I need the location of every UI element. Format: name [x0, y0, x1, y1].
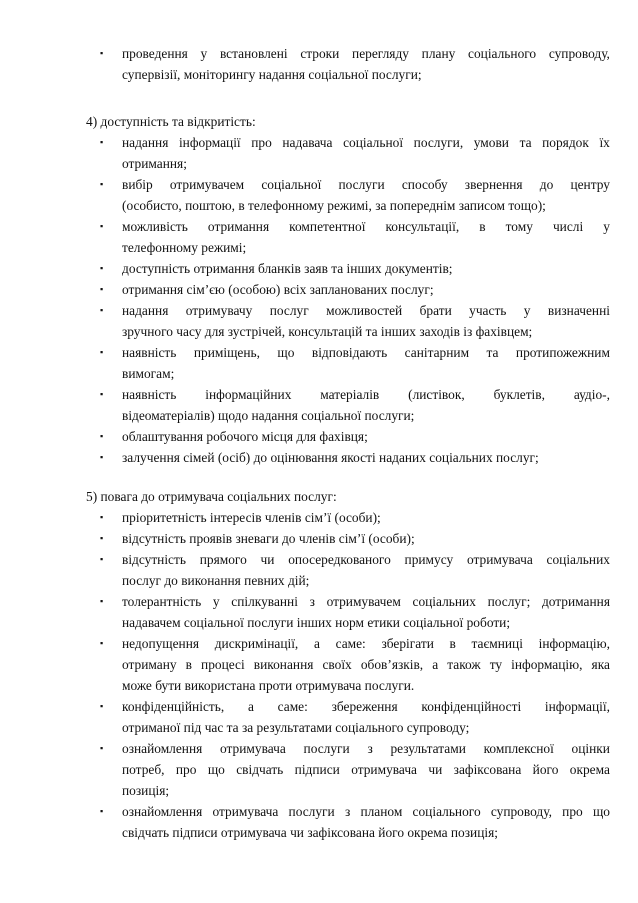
bullet-icon: ▪: [100, 596, 104, 606]
list-item: [100, 300, 610, 342]
item-line: вимогам;: [122, 366, 175, 381]
item-line: ознайомлення отримувача послуги з результатами комплексної оцінки: [122, 741, 610, 756]
item-line: отримання;: [122, 156, 187, 171]
list-item: [100, 258, 610, 279]
item-line: отримання сім’єю (особою) всіх запланованих послуг;: [122, 282, 434, 297]
item-line: ознайомлення отримувача послуги з планом соціального супроводу, про що: [122, 804, 610, 819]
bullet-icon: ▪: [100, 179, 104, 189]
item-line: недопущення дискримінації, а саме: зберігати в таємниці інформацію,: [122, 636, 610, 651]
list-item: [100, 633, 610, 696]
item-line: відеоматеріалів) щодо надання соціальної послуги;: [122, 408, 415, 423]
list-item: [100, 132, 610, 174]
list-item: [100, 591, 610, 633]
item-line: телефонному режимі;: [122, 240, 247, 255]
item-line: облаштування робочого місця для фахівця;: [122, 429, 368, 444]
bullet-icon: ▪: [100, 221, 104, 231]
item-line: конфіденційність, а саме: збереження конфіденційності інформації,: [122, 699, 610, 714]
item-line: (особисто, поштою, в телефонному режимі, за попереднім записом тощо);: [122, 198, 546, 213]
section-heading: 5) повага до отримувача соціальних послуг:: [86, 489, 337, 504]
item-line: свідчать підписи отримувача чи зафіксована його окрема позиція;: [122, 825, 498, 840]
item-line: наявність приміщень, що відповідають санітарним та протипожежним: [122, 345, 610, 360]
item-line: зручного часу для зустрічей, консультацій та інших заходів із фахівцем;: [122, 324, 533, 339]
list-item: [100, 801, 610, 843]
list-item: [100, 696, 610, 738]
item-line: доступність отримання бланків заяв та інших документів;: [122, 261, 453, 276]
list-item: [100, 549, 610, 591]
item-line: залучення сімей (осіб) до оцінювання якості наданих соціальних послуг;: [122, 450, 539, 465]
bullet-icon: ▪: [100, 305, 104, 315]
bullet-icon: ▪: [100, 284, 104, 294]
bullet-icon: ▪: [100, 452, 104, 462]
bullet-icon: ▪: [100, 638, 104, 648]
list-item: [100, 342, 610, 384]
list-item: [100, 43, 610, 85]
bullet-icon: ▪: [100, 431, 104, 441]
bullet-icon: ▪: [100, 137, 104, 147]
bullet-icon: ▪: [100, 743, 104, 753]
item-line: отриману в процесі виконання своїх обов’язків, а також ту інформацію, яка: [122, 657, 610, 672]
item-line: можливість отримання компетентної консультації, в тому числі у: [122, 219, 610, 234]
list-item: [100, 216, 610, 258]
bullet-icon: ▪: [100, 701, 104, 711]
bullet-icon: ▪: [100, 512, 104, 522]
list-item: [100, 738, 610, 801]
item-line: супервізії, моніторингу надання соціальної послуги;: [122, 67, 422, 82]
item-line: толерантність у спілкуванні з отримувачем соціальних послуг; дотримання: [122, 594, 610, 609]
item-line: позиція;: [122, 783, 170, 798]
list-item: [100, 507, 610, 528]
bullet-icon: ▪: [100, 263, 104, 273]
bullet-icon: ▪: [100, 48, 104, 58]
item-line: надавачем соціальної послуги інших норм етики соціальної роботи;: [122, 615, 511, 630]
bullet-icon: ▪: [100, 806, 104, 816]
item-line: надання отримувачу послуг можливостей брати участь у визначенні: [122, 303, 610, 318]
item-line: відсутність проявів зневаги до членів сім’ї (особи);: [122, 531, 415, 546]
item-line: послуг до виконання певних дій;: [122, 573, 310, 588]
list-item: [100, 528, 610, 549]
item-line: проведення у встановлені строки перегляду плану соціального супроводу,: [122, 46, 610, 61]
list-item: [100, 279, 610, 300]
item-line: отриманої під час та за результатами соціального супроводу;: [122, 720, 470, 735]
list-item: [100, 426, 610, 447]
item-line: може бути використана проти отримувача послуги.: [122, 678, 415, 693]
item-line: вибір отримувачем соціальної послуги способу звернення до центру: [122, 177, 610, 192]
item-line: відсутність прямого чи опосередкованого примусу отримувача соціальних: [122, 552, 610, 567]
list-item: [100, 384, 610, 426]
section-heading: 4) доступність та відкритість:: [86, 114, 256, 129]
bullet-icon: ▪: [100, 533, 104, 543]
bullet-icon: ▪: [100, 389, 104, 399]
item-line: потреб, про що свідчать підписи отримувача чи зафіксована його окрема: [122, 762, 610, 777]
bullet-icon: ▪: [100, 554, 104, 564]
bullet-icon: ▪: [100, 347, 104, 357]
list-item: [100, 174, 610, 216]
item-line: надання інформації про надавача соціальної послуги, умови та порядок їх: [122, 135, 610, 150]
item-line: наявність інформаційних матеріалів (листівок, буклетів, аудіо-,: [122, 387, 610, 402]
item-line: пріоритетність інтересів членів сім’ї (особи);: [122, 510, 381, 525]
list-item: [100, 447, 610, 468]
